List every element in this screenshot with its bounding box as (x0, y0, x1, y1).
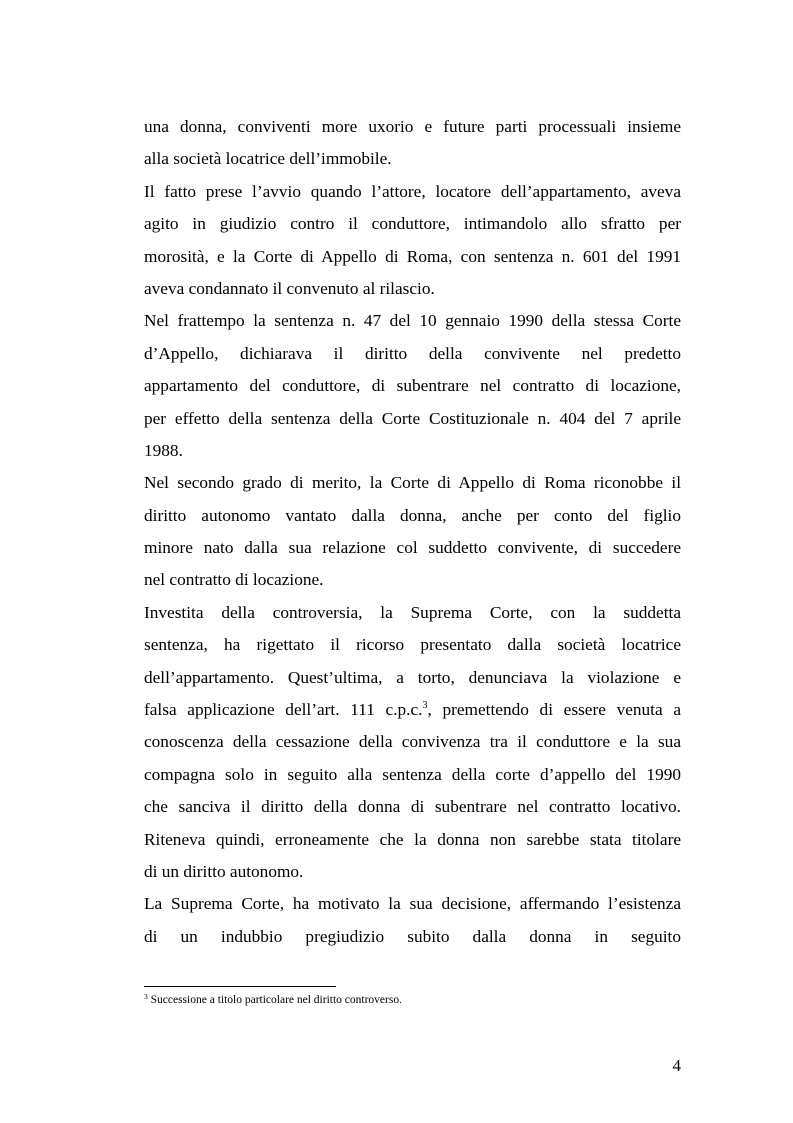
text-line: conoscenza della cessazione della convivenza tra il conduttore e la sua (144, 732, 681, 752)
text-line: morosità, e la Corte di Appello di Roma, con sentenza n. 601 del 1991 (144, 246, 681, 266)
text-line: Investita della controversia, la Suprema Corte, con la suddetta (144, 602, 681, 622)
text-line: Nel secondo grado di merito, la Corte di Appello di Roma riconobbe il (144, 473, 681, 493)
text-line: di un diritto autonomo. (144, 861, 304, 881)
footnote-marker: 3 (144, 992, 148, 1001)
text-line: dell’appartamento. Quest’ultima, a torto, denunciava la violazione e (144, 667, 681, 687)
text-line: per effetto della sentenza della Corte Costituzionale n. 404 del 7 aprile (144, 408, 681, 428)
text-line: diritto autonomo vantato dalla donna, anche per conto del figlio (144, 505, 681, 525)
text-line: che sanciva il diritto della donna di subentrare nel contratto locativo. (144, 797, 681, 817)
text-line: Riteneva quindi, erroneamente che la donna non sarebbe stata titolare (144, 829, 681, 849)
text-segment: , premettendo di essere venuta a (427, 700, 681, 720)
text-line: alla società locatrice dell’immobile. (144, 149, 392, 169)
text-line: Il fatto prese l’avvio quando l’attore, locatore dell’appartamento, aveva (144, 181, 681, 201)
text-line: agito in giudizio contro il conduttore, intimandolo allo sfratto per (144, 214, 681, 234)
text-line: nel contratto di locazione. (144, 570, 324, 590)
text-line: 1988. (144, 440, 183, 460)
body-text (144, 111, 681, 953)
footnote (144, 992, 681, 1008)
text-line: appartamento del conduttore, di subentrare nel contratto di locazione, (144, 376, 681, 396)
footnote-reference[interactable]: 3 (422, 700, 428, 712)
footnote-text: Successione a titolo particolare nel diritto controverso. (147, 994, 402, 1006)
text-line: una donna, conviventi more uxorio e future parti processuali insieme (144, 117, 681, 136)
text-line: di un indubbio pregiudizio subito dalla donna in seguito (144, 926, 681, 946)
text-line: sentenza, ha rigettato il ricorso presentato dalla società locatrice (144, 635, 681, 655)
text-line: La Suprema Corte, ha motivato la sua decisione, affermando l’esistenza (144, 894, 681, 914)
text-segment: falsa applicazione dell’art. 111 c.p.c. (144, 700, 423, 720)
page-number: 4 (672, 1056, 681, 1075)
text-line: d’Appello, dichiarava il diritto della convivente nel predetto (144, 343, 681, 363)
text-line: minore nato dalla sua relazione col suddetto convivente, di succedere (144, 538, 681, 558)
text-line: Nel frattempo la sentenza n. 47 del 10 gennaio 1990 della stessa Corte (144, 311, 681, 331)
text-line (144, 694, 681, 726)
text-line: aveva condannato il convenuto al rilascio. (144, 278, 435, 298)
text-line: compagna solo in seguito alla sentenza della corte d’appello del 1990 (144, 764, 681, 784)
footnote-separator (144, 986, 336, 987)
